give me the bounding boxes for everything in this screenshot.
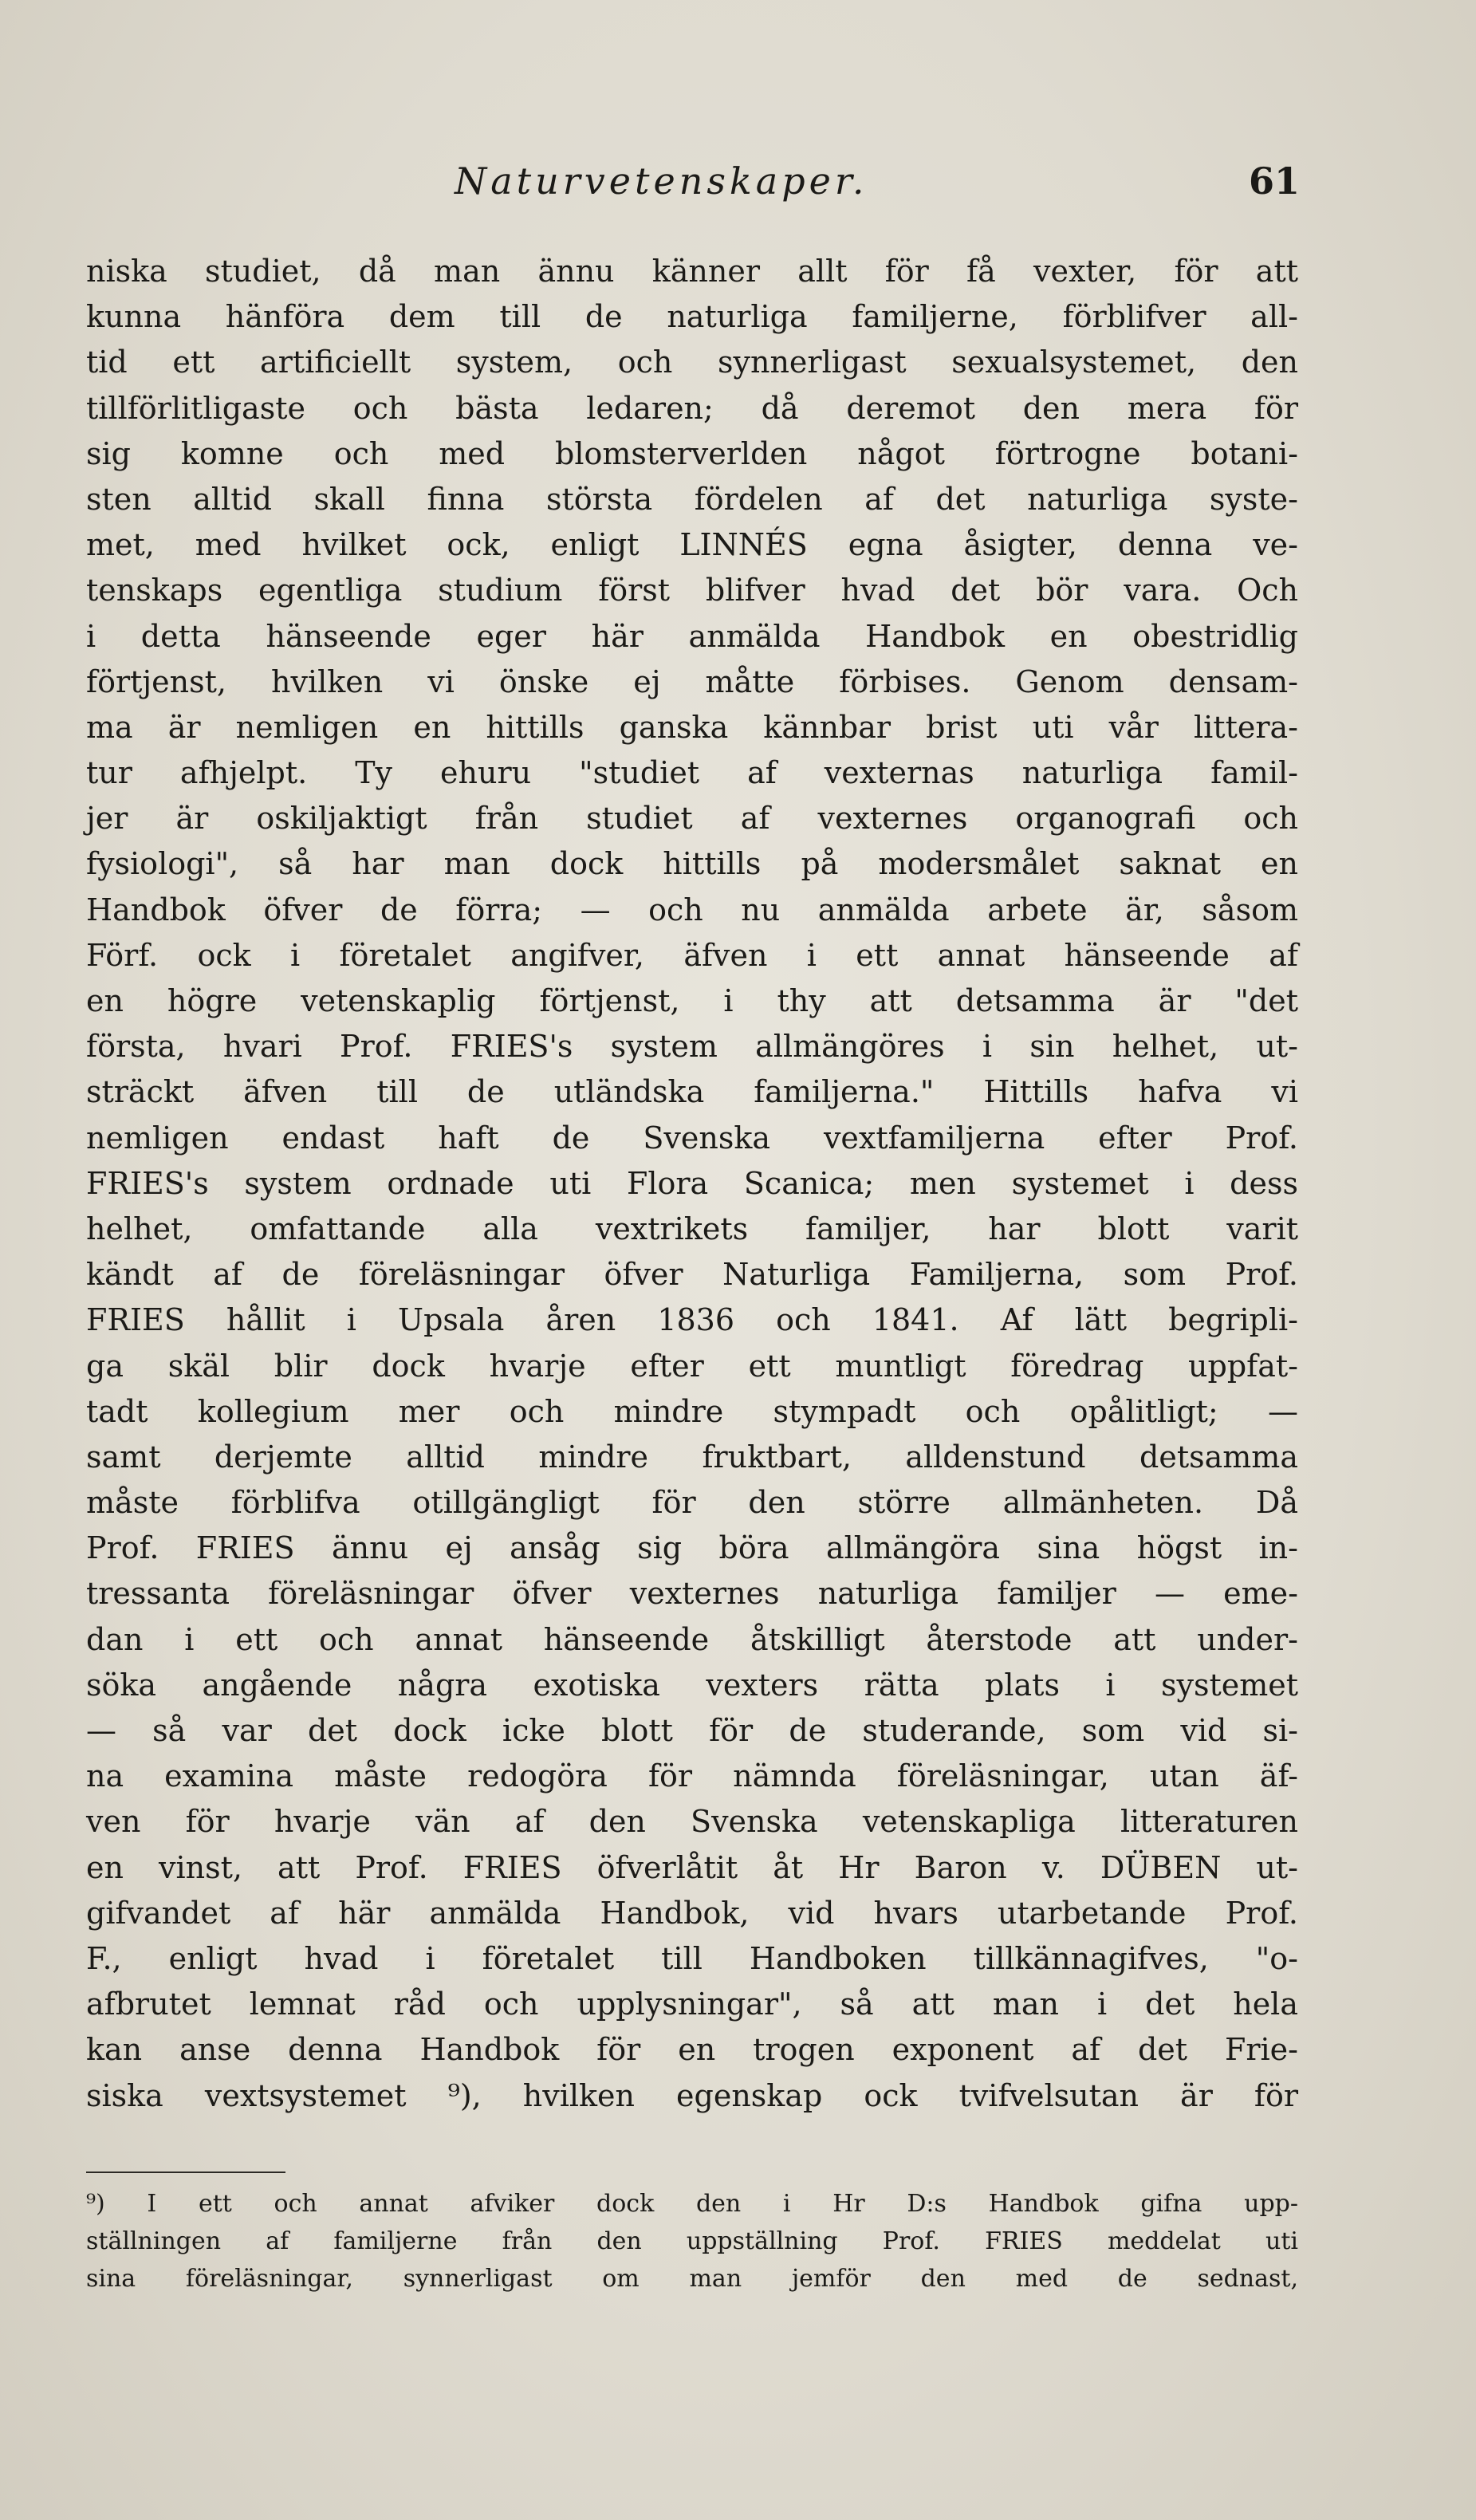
- text-line: tur afhjelpt. Ty ehuru "studiet af vexternas naturliga famil-: [86, 755, 1298, 791]
- text-line: en vinst, att Prof. FRIES öfverlåtit åt Hr Baron v. DÜBEN ut-: [86, 1849, 1298, 1885]
- text-line: ven för hvarje vän af den Svenska vetenskapliga litteraturen: [86, 1804, 1298, 1840]
- text-line: ga skäl blir dock hvarje efter ett muntligt föredrag uppfat-: [86, 1348, 1298, 1384]
- text-line: tadt kollegium mer och mindre stympadt och opålitligt; —: [86, 1393, 1298, 1429]
- text-line: ma är nemligen en hittills ganska kännbar brist uti vår littera-: [86, 709, 1298, 745]
- text-line: Förf. ock i företalet angifver, äfven i ett annat hänseende af: [86, 937, 1298, 973]
- text-line: en högre vetenskaplig förtjenst, i thy att detsamma är "det: [86, 983, 1298, 1018]
- text-line: jer är oskiljaktigt från studiet af vexternes organografi och: [86, 801, 1298, 837]
- text-line: förtjenst, hvilken vi önske ej måtte förbises. Genom densam-: [86, 663, 1298, 699]
- text-line: na examina måste redogöra för nämnda föreläsningar, utan äf-: [86, 1758, 1298, 1794]
- text-line: — så var det dock icke blott för de studerande, som vid si-: [86, 1713, 1298, 1748]
- text-line: FRIES hållit i Upsala åren 1836 och 1841. Af lätt begripli-: [86, 1302, 1298, 1338]
- body-text: [86, 249, 1298, 2119]
- text-line: siska vextsystemet ⁹), hvilken egenskap ock tvifvelsutan är för: [86, 2077, 1298, 2113]
- text-line: Prof. FRIES ännu ej ansåg sig böra allmängöra sina högst in-: [86, 1530, 1298, 1566]
- page-number: 61: [1248, 159, 1300, 203]
- text-line: fysiologi", så har man dock hittills på modersmålet saknat en: [86, 846, 1298, 882]
- footnote-line: ställningen af familjerne från den uppställning Prof. FRIES meddelat uti: [86, 2227, 1298, 2255]
- text-line: kan anse denna Handbok för en trogen exponent af det Frie-: [86, 2032, 1298, 2068]
- text-line: FRIES's system ordnade uti Flora Scanica; men systemet i dess: [86, 1165, 1298, 1201]
- text-line: kändt af de föreläsningar öfver Naturliga Familjerna, som Prof.: [86, 1257, 1298, 1293]
- text-line: söka angående några exotiska vexters rätta plats i systemet: [86, 1667, 1298, 1703]
- text-line: samt derjemte alltid mindre fruktbart, alldenstund detsamma: [86, 1439, 1298, 1475]
- text-line: Handbok öfver de förra; — och nu anmälda arbete är, såsom: [86, 892, 1298, 927]
- footnote: [86, 2185, 1298, 2298]
- text-line: niska studiet, då man ännu känner allt för få vexter, för att: [86, 254, 1298, 289]
- footnote-rule: [86, 2172, 285, 2173]
- footnote-line: ⁹) I ett och annat afviker dock den i Hr D:s Handbok gifna upp-: [86, 2190, 1298, 2218]
- text-line: tressanta föreläsningar öfver vexternes naturliga familjer — eme-: [86, 1576, 1298, 1612]
- text-line: helhet, omfattande alla vextrikets familjer, har blott varit: [86, 1211, 1298, 1246]
- page-header: [88, 159, 1300, 223]
- text-line: nemligen endast haft de Svenska vextfamiljerna efter Prof.: [86, 1120, 1298, 1156]
- text-line: kunna hänföra dem till de naturliga familjerne, förblifver all-: [86, 299, 1298, 335]
- text-line: F., enligt hvad i företalet till Handboken tillkännagifves, "o-: [86, 1940, 1298, 1976]
- text-line: tid ett artificiellt system, och synnerligast sexualsystemet, den: [86, 345, 1298, 380]
- text-line: i detta hänseende eger här anmälda Handbok en obestridlig: [86, 618, 1298, 654]
- text-line: afbrutet lemnat råd och upplysningar", så att man i det hela: [86, 1986, 1298, 2022]
- text-line: måste förblifva otillgängligt för den större allmänheten. Då: [86, 1485, 1298, 1521]
- footnote-line: sina föreläsningar, synnerligast om man jemför den med de sednast,: [86, 2265, 1298, 2293]
- text-line: gifvandet af här anmälda Handbok, vid hvars utarbetande Prof.: [86, 1895, 1298, 1931]
- text-line: sten alltid skall finna största fördelen af det naturliga syste-: [86, 481, 1298, 517]
- text-line: första, hvari Prof. FRIES's system allmängöres i sin helhet, ut-: [86, 1029, 1298, 1065]
- text-line: sig komne och med blomsterverlden något förtrogne botani-: [86, 435, 1298, 471]
- text-line: tillförlitligaste och bästa ledaren; då deremot den mera för: [86, 390, 1298, 426]
- text-line: dan i ett och annat hänseende åtskilligt återstode att under-: [86, 1621, 1298, 1657]
- text-line: met, med hvilket ock, enligt LINNÉS egna åsigter, denna ve-: [86, 527, 1298, 563]
- text-line: tenskaps egentliga studium först blifver hvad det bör vara. Och: [86, 573, 1298, 608]
- running-title: Naturvetenskaper.: [455, 159, 868, 203]
- text-line: sträckt äfven till de utländska familjerna." Hittills hafva vi: [86, 1074, 1298, 1110]
